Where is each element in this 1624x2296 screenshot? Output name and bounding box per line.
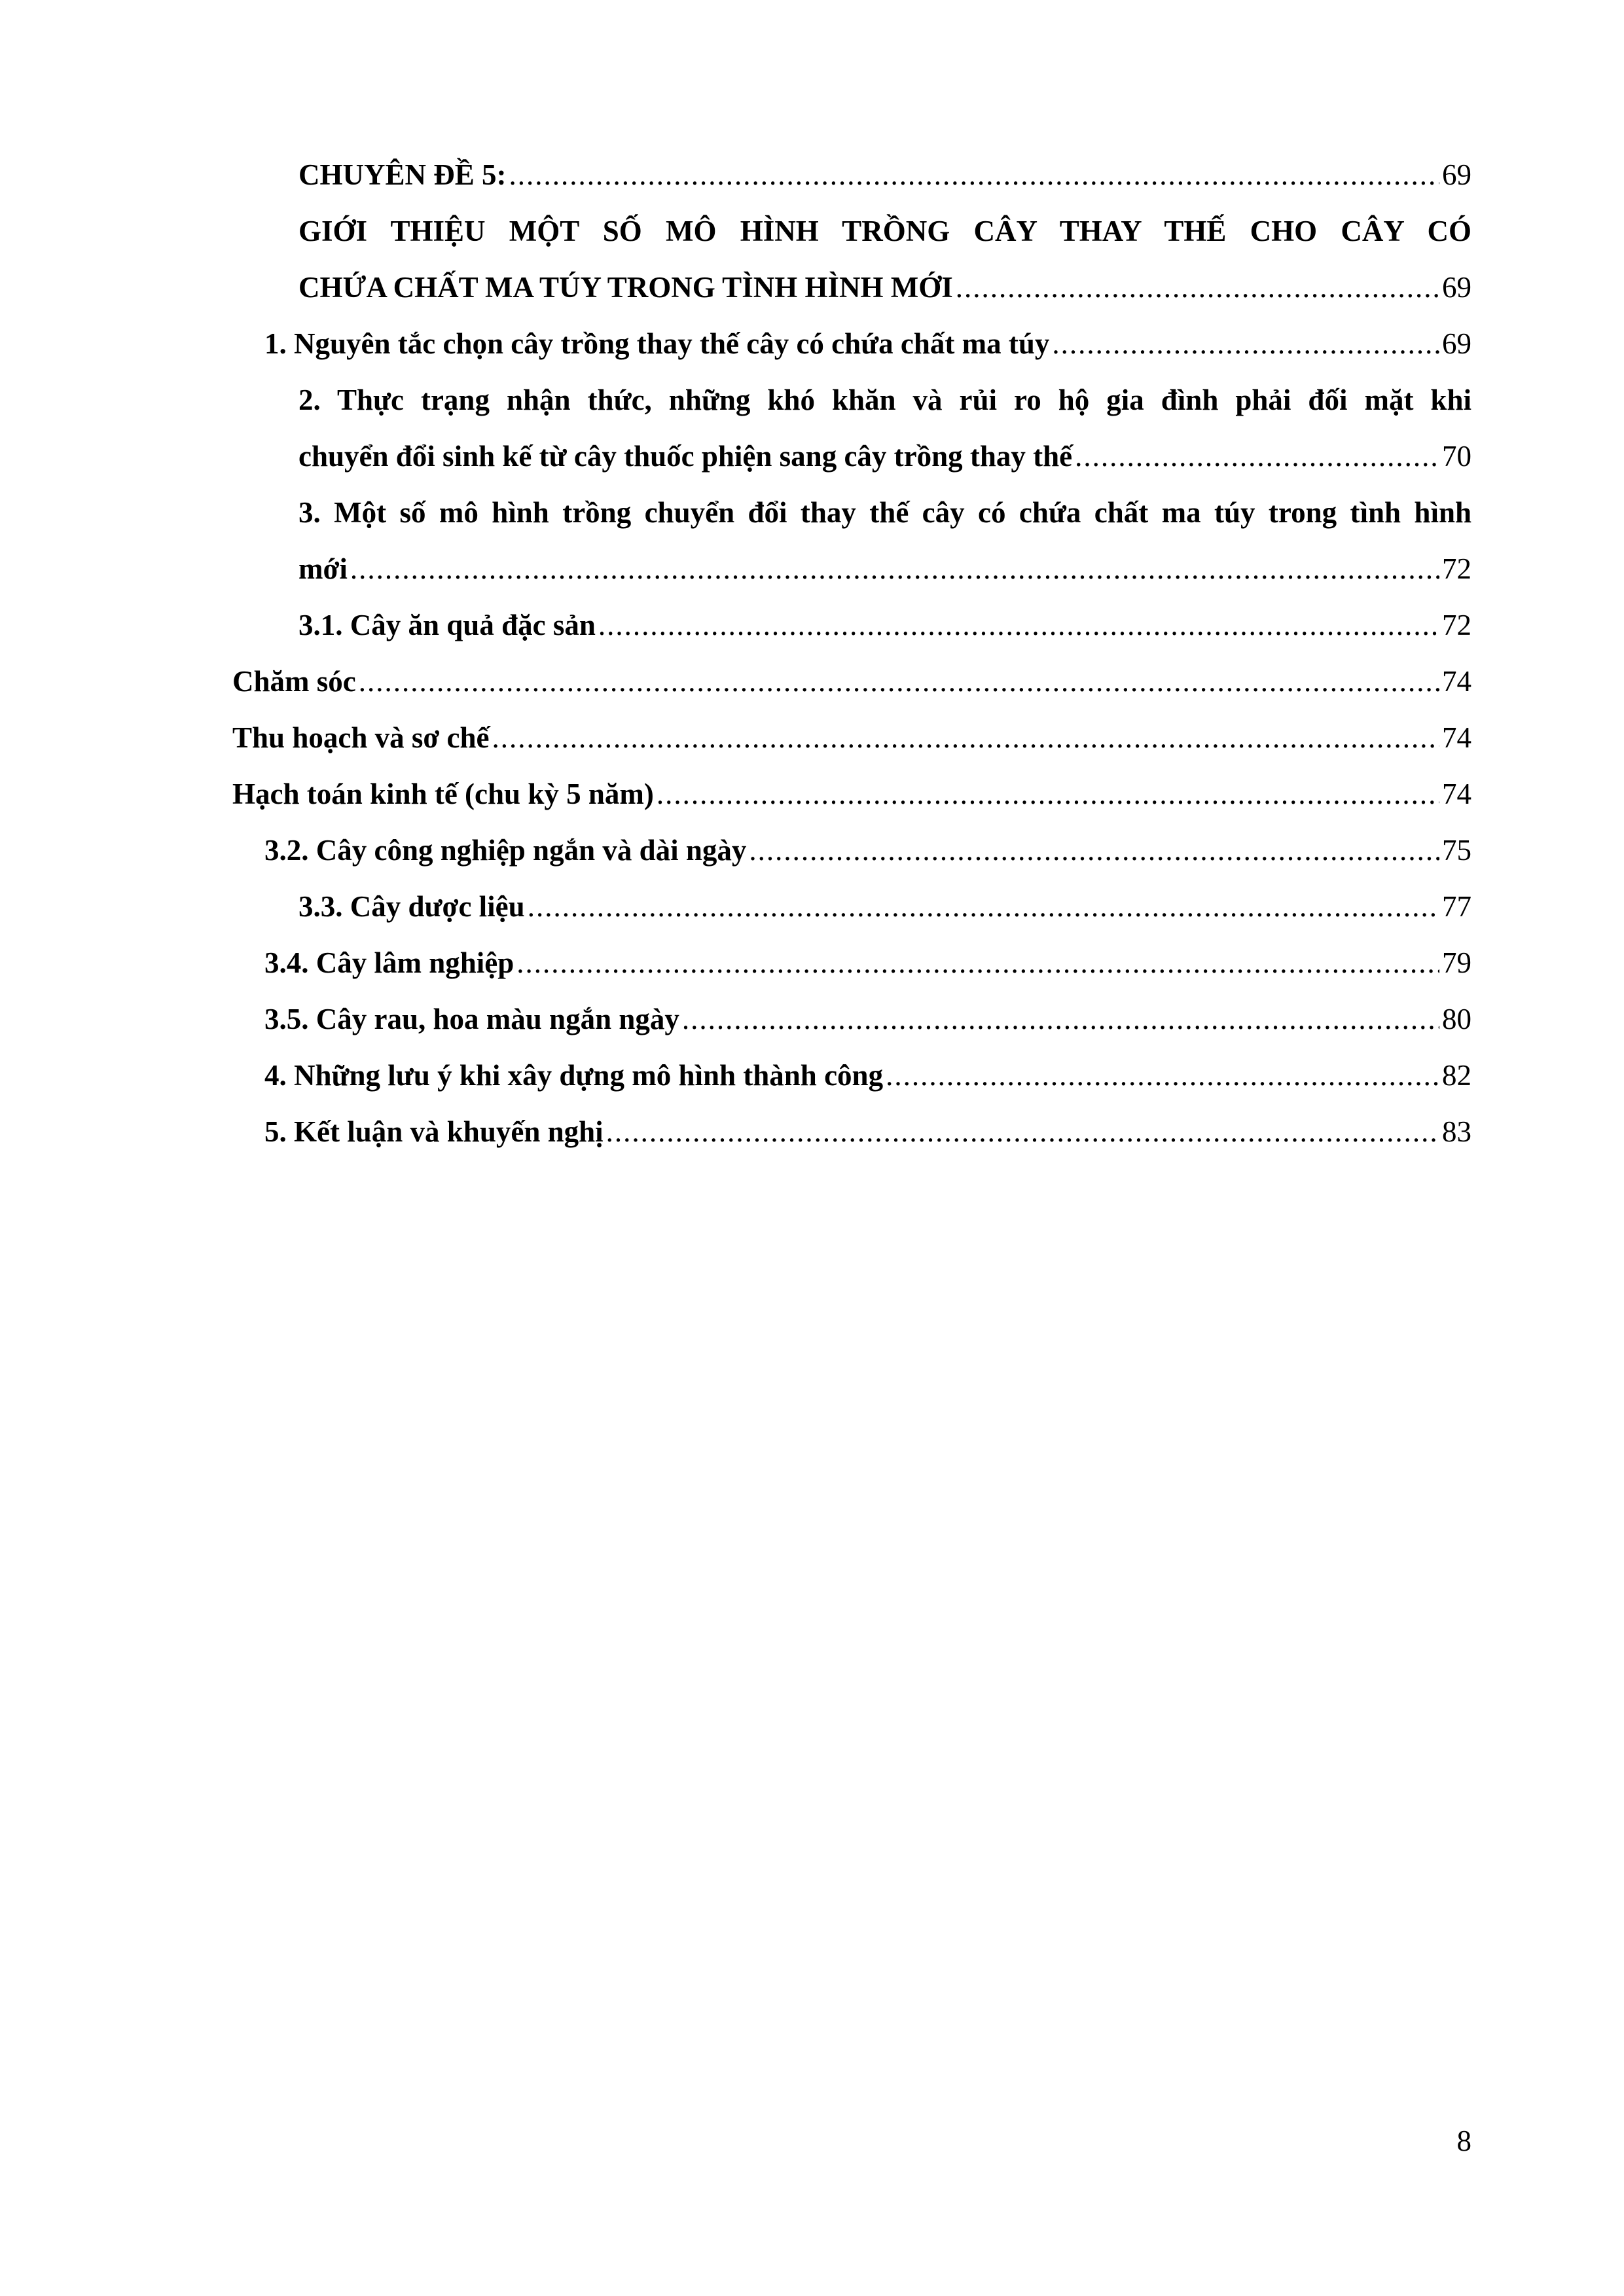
toc-leader-dots <box>682 991 1439 1047</box>
toc-leader-dots <box>598 597 1439 653</box>
toc-entry-text-line1: 3. Một số mô hình trồng chuyển đổi thay thế cây có chứa chất ma túy trong tình hình <box>298 496 1471 529</box>
toc-page-number: 77 <box>1442 890 1471 923</box>
toc-page-number: 69 <box>1442 158 1471 191</box>
toc-entry-cham-soc[interactable] <box>232 653 1471 709</box>
toc-entry-text: 4. Những lưu ý khi xây dựng mô hình thành công <box>264 1059 884 1092</box>
toc-entry-cay-an-qua[interactable] <box>298 597 1471 653</box>
toc-leader-dots <box>749 822 1439 878</box>
toc-page-number: 70 <box>1442 440 1471 473</box>
toc-entry-text-line2: CHỨA CHẤT MA TÚY TRONG TÌNH HÌNH MỚI <box>298 271 953 304</box>
toc-entry-text-line2: mới <box>298 552 348 585</box>
toc-entry-thuc-trang[interactable] <box>298 372 1471 484</box>
toc-entry-mo-hinh[interactable] <box>298 484 1471 597</box>
toc-leader-dots <box>886 1047 1439 1103</box>
toc-entry-text: 3.1. Cây ăn quả đặc sản <box>298 609 596 641</box>
toc-page-number: 74 <box>1442 778 1471 810</box>
toc-entry-text: Chăm sóc <box>232 665 356 698</box>
page-number: 8 <box>1456 2125 1471 2157</box>
toc-leader-dots <box>492 709 1440 766</box>
toc-leader-dots <box>1075 428 1439 484</box>
toc-entry-text-line2: chuyển đổi sinh kế từ cây thuốc phiện sang cây trồng thay thế <box>298 440 1073 473</box>
toc-entry-cay-rau[interactable] <box>264 991 1471 1047</box>
toc-entry-text: 1. Nguyên tắc chọn cây trồng thay thế cây có chứa chất ma túy <box>264 327 1050 360</box>
toc-entry-chuyen-de-5[interactable] <box>298 147 1471 203</box>
toc-leader-dots <box>657 766 1439 822</box>
toc-page-number: 69 <box>1442 327 1471 360</box>
toc-entry-text: CHUYÊN ĐỀ 5: <box>298 158 507 191</box>
toc-entry-ket-luan[interactable] <box>264 1103 1471 1160</box>
toc-page-number: 74 <box>1442 721 1471 754</box>
toc-entry-text: 3.2. Cây công nghiệp ngắn và dài ngày <box>264 834 747 867</box>
toc-leader-dots <box>606 1103 1439 1160</box>
toc-page-number: 72 <box>1442 552 1471 585</box>
toc-entry-text: 5. Kết luận và khuyến nghị <box>264 1115 604 1148</box>
toc-entry-text-line1: 2. Thực trạng nhận thức, những khó khăn và rủi ro hộ gia đình phải đối mặt khi <box>298 384 1471 416</box>
toc-entry-text: Thu hoạch và sơ chế <box>232 721 490 754</box>
toc-entry-text: 3.3. Cây dược liệu <box>298 890 525 923</box>
toc-entry-hach-toan[interactable] <box>232 766 1471 822</box>
toc-entry-cay-cong-nghiep[interactable] <box>264 822 1471 878</box>
toc-entry-nhung-luu-y[interactable] <box>264 1047 1471 1103</box>
toc-leader-dots <box>528 878 1439 935</box>
toc-entry-thu-hoach[interactable] <box>232 709 1471 766</box>
toc-leader-dots <box>516 935 1439 991</box>
toc-page-number: 75 <box>1442 834 1471 867</box>
toc-entry-gioi-thieu[interactable] <box>298 203 1471 315</box>
toc-entry-text: Hạch toán kinh tế (chu kỳ 5 năm) <box>232 778 654 810</box>
toc-leader-dots <box>350 541 1439 597</box>
toc-entry-text-line1: GIỚI THIỆU MỘT SỐ MÔ HÌNH TRỒNG CÂY THAY THẾ CHO CÂY CÓ <box>298 215 1471 247</box>
toc-entry-nguyen-tac[interactable] <box>264 315 1471 372</box>
toc-leader-dots <box>509 147 1439 203</box>
toc-page-number: 72 <box>1442 609 1471 641</box>
toc-leader-dots <box>1052 315 1439 372</box>
toc-entry-text: 3.4. Cây lâm nghiệp <box>264 946 514 979</box>
toc-page-number: 83 <box>1442 1115 1471 1148</box>
toc-entry-cay-lam-nghiep[interactable] <box>264 935 1471 991</box>
toc-page-number: 80 <box>1442 1003 1471 1035</box>
toc-leader-dots <box>956 259 1439 315</box>
toc-leader-dots <box>359 653 1439 709</box>
toc-page-number: 79 <box>1442 946 1471 979</box>
toc-page-number: 69 <box>1442 271 1471 304</box>
toc-entry-text: 3.5. Cây rau, hoa màu ngắn ngày <box>264 1003 679 1035</box>
toc-entry-cay-duoc-lieu[interactable] <box>298 878 1471 935</box>
toc-page-number: 82 <box>1442 1059 1471 1092</box>
toc-page-number: 74 <box>1442 665 1471 698</box>
